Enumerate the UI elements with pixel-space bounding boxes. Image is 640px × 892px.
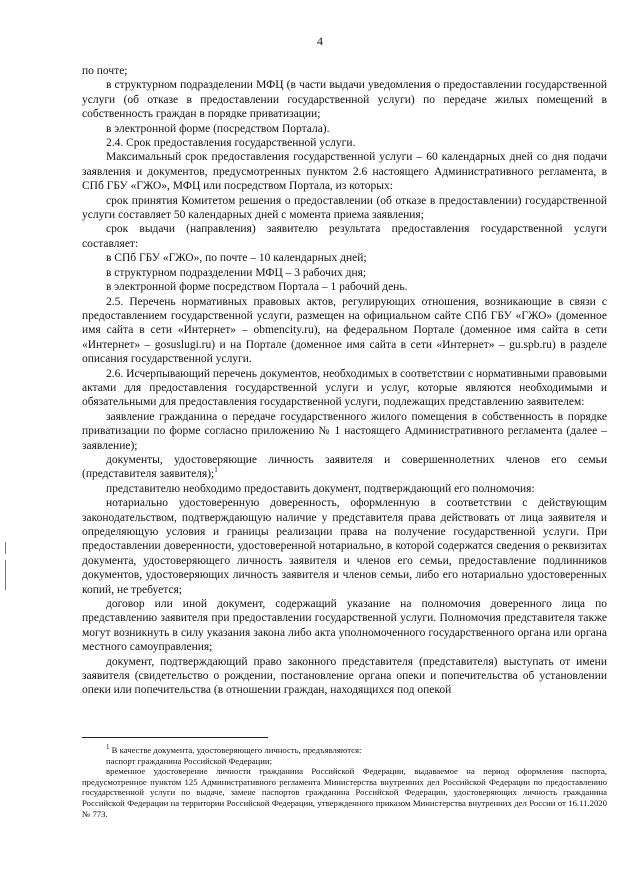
scan-mark <box>5 560 6 590</box>
footnote-separator <box>82 737 268 738</box>
footnote <box>82 766 607 819</box>
paragraph-text: в СПб ГБУ «ГЖО», по почте – 10 календарных дней; <box>106 252 367 265</box>
paragraph-text: Максимальный срок предоставления государственной услуги – 60 календарных дней со дня подачи заявления и документов, предусмотренных пунктом 2.6 настоящего Административного регламента, в СПб ГБУ «ГЖО», МФЦ или посредством Портала, из которых: <box>82 151 607 193</box>
paragraph-text: заявление гражданина о передаче государственного жилого помещения в собственность в порядке приватизации по форме согласно приложению № 1 настоящего Административного регламента (далее – заявление); <box>82 410 607 452</box>
paragraph-text: срок принятия Комитетом решения о предоставлении (об отказе в предоставлении) государственной услуги составляет 50 календарных дней с момента приема заявления; <box>82 194 607 222</box>
paragraph <box>82 410 607 453</box>
paragraph-text: в электронной форме (посредством Портала). <box>106 122 330 135</box>
paragraph-text: документы, удостоверяющие личность заявителя и совершеннолетних членов его семьи (представителя заявителя); <box>82 453 607 481</box>
paragraph <box>82 482 607 496</box>
paragraph <box>82 280 607 294</box>
document-body <box>82 64 607 698</box>
scan-mark <box>5 542 6 554</box>
paragraph <box>82 251 607 265</box>
footnote-text: В качестве документа, удостоверяющего личность, предъявляются: <box>111 745 362 755</box>
paragraph-text: представителю необходимо предоставить документ, подтверждающий его полномочия: <box>106 482 535 495</box>
paragraph-text: 2.6. Исчерпывающий перечень документов, необходимых в соответствии с нормативными правовыми актами для предоставления государственной услуги и услуг, которые являются необходимыми и обязательными для предоставления государственной услуги, подлежащих представлению заявителем: <box>82 367 607 409</box>
paragraph <box>82 496 607 597</box>
paragraph <box>82 295 607 367</box>
footnotes <box>82 745 607 819</box>
paragraph <box>82 150 607 193</box>
paragraph-text: документ, подтверждающий право законного представителя (представителя) выступать от имени заявителя (свидетельство о рождении, постановление органа опеки и попечительства об установлении опеки или попечительства (в отношении граждан, находящихся под опекой <box>82 655 607 697</box>
paragraph-text: в структурном подразделении МФЦ (в части выдачи уведомления о предоставлении государственной услуги (об отказе в предоставлении государственной услуги) по передаче жилых помещений в собственность граждан в порядке приватизации; <box>82 79 607 121</box>
footnote-text: временное удостоверение личности гражданина Российской Федерации, выдаваемое на период оформления паспорта, предусмотренное пунктом 125 Административного регламента Министерства внутренних дел Российской Федерации по предоставлению государственной услуги по выдаче, замене паспортов гражданина Российской Федерации, удостоверяющих личность гражданина Российской Федерации на территории Российской Федерации, утвержденного приказом Министерства внутренних дел России от 16.11.2020 № 773. <box>82 766 607 819</box>
footnote-ref: 1 <box>214 466 218 475</box>
paragraph <box>82 266 607 280</box>
paragraph <box>82 64 607 78</box>
footnote <box>82 745 607 756</box>
paragraph <box>82 78 607 121</box>
paragraph <box>82 597 607 655</box>
paragraph-text: в структурном подразделении МФЦ – 3 рабочих дня; <box>106 266 367 279</box>
page-number: 4 <box>317 34 323 48</box>
paragraph <box>82 122 607 136</box>
paragraph-text: срок выдачи (направления) заявителю результата предоставления государственной услуги составляет: <box>82 223 607 250</box>
footnote-marker: 1 <box>106 743 110 752</box>
paragraph <box>82 222 607 251</box>
paragraph <box>82 367 607 410</box>
paragraph-text: в электронной форме посредством Портала – 1 рабочий день. <box>106 281 408 294</box>
paragraph-text: нотариально удостоверенную доверенность, оформленную в соответствии с действующим законодательством, подтверждающую наличие у представителя права действовать от лица заявителя и определяющую условия и границы реализации права на получение государственной услуги. При предоставлении доверенности, удостоверенной нотариально, в которой содержатся сведения о реквизитах документа, удостоверяющего личность заявителя и членов его семьи, предоставление подлинников документов, удостоверяющих личность заявителя и членов семьи, либо его нотариально удостоверенных копий, не требуется; <box>82 497 607 596</box>
paragraph-text: по почте; <box>82 65 128 77</box>
paragraph <box>82 136 607 150</box>
paragraph-text: 2.5. Перечень нормативных правовых актов, регулирующих отношения, возникающие в связи с предоставлением государственной услуги, размещен на официальном сайте СПб ГБУ «ГЖО» (доменное имя сайта в сети «Интернет» – obmencity.ru), на федеральном Портале (доменное имя сайта в сети «Интернет» – gosuslugi.ru) и на Портале (доменное имя сайта в сети «Интернет» – gu.spb.ru) в разделе описания государственной услуги. <box>82 295 607 366</box>
paragraph-text: договор или иной документ, содержащий указание на полномочия доверенного лица по представлению заявителя при предоставлении государственной услуги. Полномочия представителя также могут возникнуть в силу указания закона либо акта уполномоченного государственного органа или органа местного самоуправления; <box>82 598 607 654</box>
footnote <box>82 756 607 767</box>
paragraph <box>82 453 607 482</box>
footnote-text: паспорт гражданина Российской Федерации; <box>106 755 272 766</box>
paragraph <box>82 194 607 223</box>
paragraph <box>82 655 607 698</box>
paragraph-text: 2.4. Срок предоставления государственной услуги. <box>106 137 356 150</box>
